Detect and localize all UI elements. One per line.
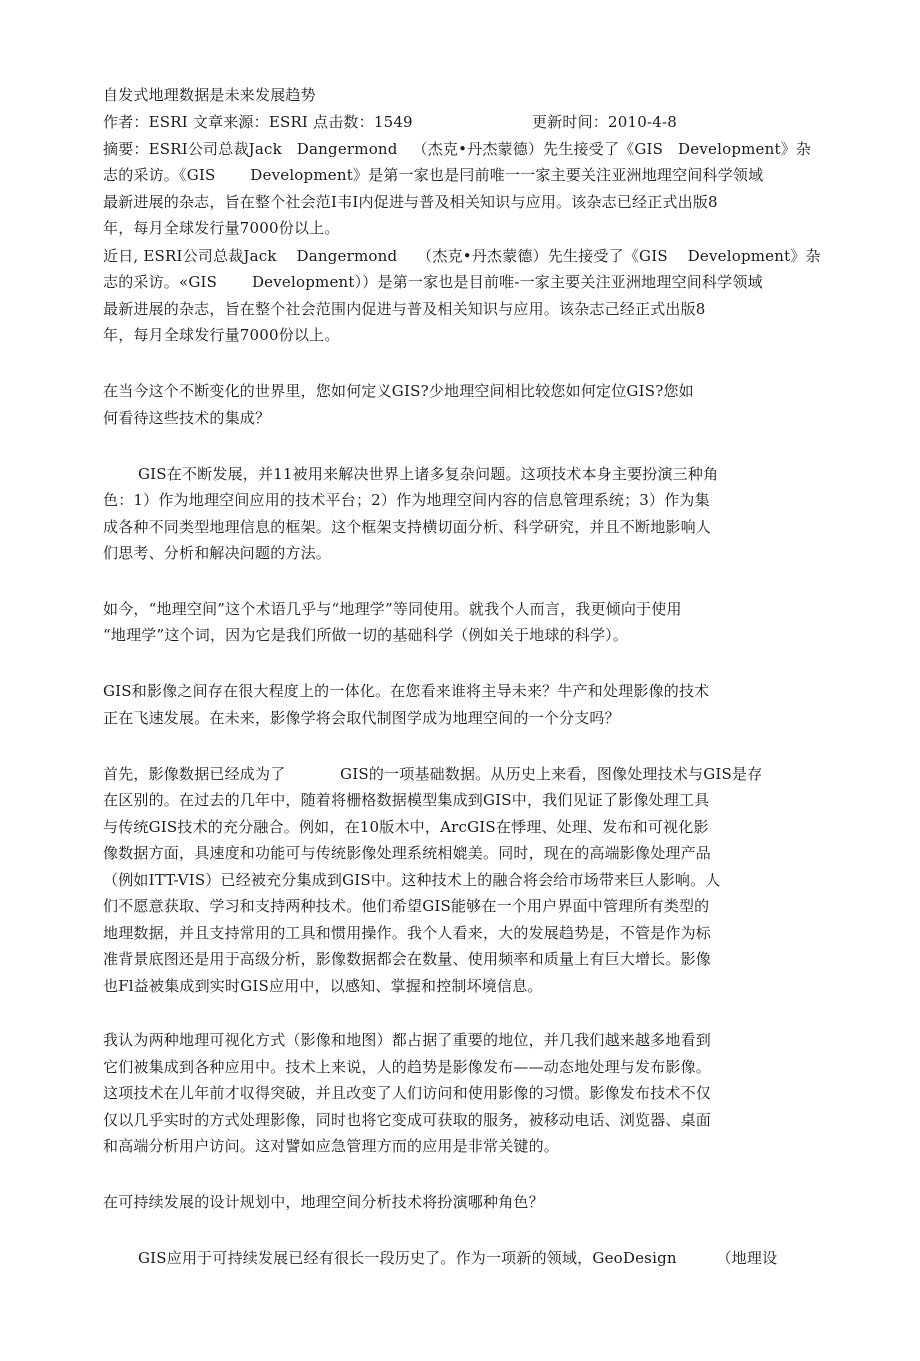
intro-line: 志的采访。«GIS Development））是第一家也是目前唯-一家主要关注亚洲地理空间科学领域 <box>103 273 763 291</box>
answer-line: 我认为两种地理可视化方式（影像和地图）都占据了重要的地位，并几我们越来越多地看到 <box>103 1031 712 1049</box>
article-title: 自发式地理数据是未来发展趋势 <box>103 86 316 104</box>
answer-line: 们不愿意获取、学习和支持两种技术。他们希望GIS能够在一个用户界面中管理所有类型的 <box>103 897 710 915</box>
answer-line: 地理数据，并且支持常用的工具和惯用操作。我个人看来，大的发展趋势是，不管是作为标 <box>103 924 712 942</box>
answer-line: 色：1）作为地理空间应用的技术平台；2）作为地理空间内容的信息管理系统；3）作为集 <box>103 491 710 509</box>
answer-line: 这项技术在儿年前才収得突破，并且改变了人们访问和使用影像的习惯。影像发布技术不仅 <box>103 1084 712 1102</box>
answer-line: 它们被集成到各种应用中。技术上来说，人的趋势是影像发布——动态地处理与发布影像。 <box>103 1058 712 1076</box>
answer-line: 与传统GIS技术的充分融合。例如，在10版木中，ArcGIS在悸理、处理、发布和可视化影 <box>103 818 709 836</box>
answer-line: 首先，影像数据已经成为了 GIS的一项基础数据。从历史上来看，图像处理技术与GIS是存 <box>103 765 763 783</box>
abstract-line: 摘要：ESRI公司总裁Jack Dangermond （杰克•丹杰蒙德）先生接受了《GIS Development》杂 <box>103 140 812 158</box>
answer-line: 在区别的。在过去的几年中，随着将栅格数据模型集成到GIS中，我们见证了影像处理工具 <box>103 791 710 809</box>
question-line: 在可持续发展的设计规划中，地理空间分析技术将扮演哪种角色？ <box>103 1193 544 1211</box>
question-line: 正在飞速发展。在未来，影像学将会取代制图学成为地理空间的一个分支吗？ <box>103 709 620 727</box>
answer-line: 如今，“地理空间”这个术语几乎与“地理学”等同使用。就我个人而言，我更倾向于使用 <box>103 600 682 618</box>
answer-line: 像数据方面，具速度和功能可与传统影像处理系统相媲美。同时，现在的高端影像处理产品 <box>103 844 712 862</box>
answer-line: 准背景底图还是用于高级分析，影像数据都会在数量、使用频率和质量上有巨大增长。影像 <box>103 950 712 968</box>
question-line: 在当今这个不断变化的世界里，您如何定义GIS?少地理空间相比较您如何定位GIS?您如 <box>103 382 694 400</box>
intro-line: 最新进展的杂志，旨在整个社会范围内促进与普及相关知识与应用。该杂志己经正式出版8 <box>103 300 706 318</box>
answer-line: GIS在不断发展，并11被用来解决世界上诸多复杂问题。这项技术本身主要扮演三种角 <box>138 465 719 483</box>
question-line: GIS和影像之间存在很大程度上的一体化。在您看来谁将主导未来？牛产和处理影像的技术 <box>103 682 710 700</box>
intro-line: 近日, ESRI公司总裁Jack Dangermond （杰克•丹杰蒙德）先生接受了《GIS Development》杂 <box>103 247 821 265</box>
question-line: 何看待这些技术的集成？ <box>103 409 271 427</box>
answer-line: 也Fl益被集成到实时GIS应用中，以感知、掌握和控制坏境信息。 <box>103 977 543 995</box>
abstract-line: 年，每月全球发行量7000份以上。 <box>103 219 340 237</box>
answer-line: “地理学”这个词，因为它是我们所做一切的基础科学（例如关于地球的科学）。 <box>103 626 629 644</box>
intro-line: 年，每月全球发行量7000份以上。 <box>103 326 340 344</box>
answer-line: 和高端分析用户访问。这对譬如应急管理方而的应用是非常关键的。 <box>103 1137 560 1155</box>
answer-line: （例如ITT-VIS）已经被充分集成到GIS中。这种技术上的融合将会给市场带来巨人影响。人 <box>103 871 721 889</box>
answer-line: 们思考、分析和解决问题的方法。 <box>103 544 332 562</box>
answer-line: 成各种不同类型地理信息的框架。这个框架支持横切面分析、科学研究，并且不断地影响人 <box>103 518 712 536</box>
answer-line: GIS应用于可持续发展已经有很长一段历史了。作为一项新的领域，GeoDesign （地理设 <box>138 1249 778 1267</box>
abstract-line: 志的采访。《GIS Development》是第一家也是冃前唯一一家主要关注亚洲地理空间科学领域 <box>103 166 764 184</box>
abstract-line: 最新进展的杂志，旨在整个社会范I韦I内促进与普及相关知识与应用。该杂志已经正式出版8 <box>103 193 718 211</box>
answer-line: 仅以几乎实时的方式处理影像，同时也将它变成可获取的服务，被移动电话、浏览器、桌面 <box>103 1111 712 1129</box>
article-meta: 作者：ESRI 文章来源：ESRI 点击数：1549 更新时间：2010-4-8 <box>103 113 678 131</box>
